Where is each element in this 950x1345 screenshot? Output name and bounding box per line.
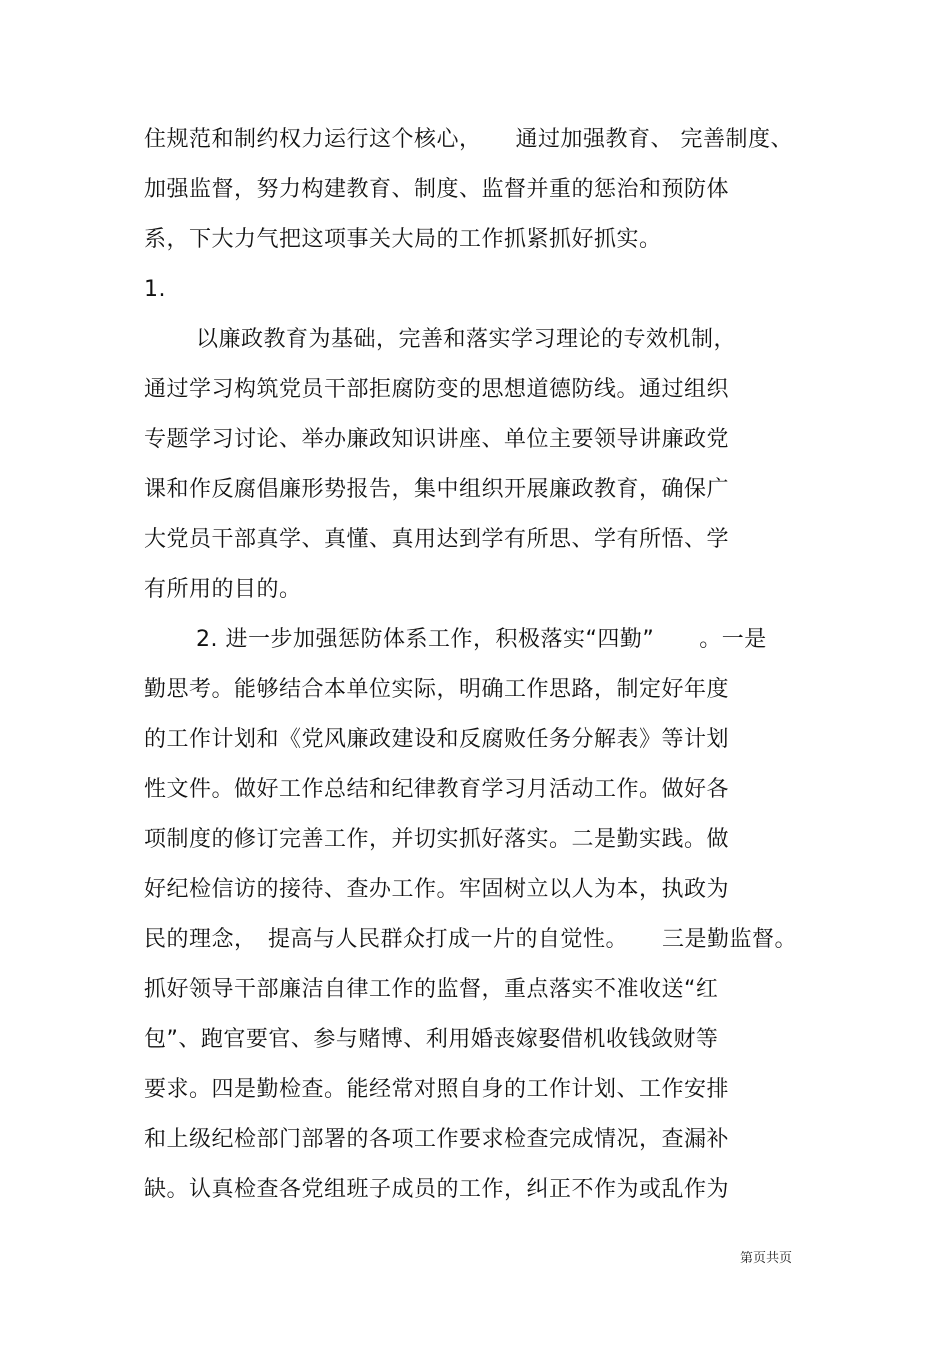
text-line-20: 要求。四是勤检查。能经常对照自身的工作计划、工作安排 <box>144 1077 730 1102</box>
text-line-3: 系，下大力气把这项事关大局的工作抓紧抓好抓实。 <box>144 227 662 252</box>
text-line-11: 2. 进一步加强惩防体系工作，积极落实“四勤” 。一是 <box>196 627 767 652</box>
page-footer: 第页共页 <box>740 1251 793 1266</box>
text-line-13: 的工作计划和《党风廉政建设和反腐败任务分解表》等计划 <box>144 727 730 752</box>
text-line-1: 住规范和制约权力运行这个核心， 通过加强教育、 完善制度、 <box>144 127 793 152</box>
text-line-22: 缺。认真检查各党组班子成员的工作，纠正不作为或乱作为 <box>144 1177 730 1202</box>
text-line-16: 好纪检信访的接待、查办工作。牢固树立以人为本，执政为 <box>144 877 730 902</box>
text-line-17: 民的理念， 提高与人民群众打成一片的自觉性。 三是勤监督。 <box>144 927 798 952</box>
text-line-21: 和上级纪检部门部署的各项工作要求检查完成情况，查漏补 <box>144 1127 730 1152</box>
text-line-12: 勤思考。能够结合本单位实际，明确工作思路，制定好年度 <box>144 677 730 702</box>
text-line-14: 性文件。做好工作总结和纪律教育学习月活动工作。做好各 <box>144 777 730 802</box>
list-number-1: 1. <box>144 277 166 302</box>
text-line-5: 以廉政教育为基础，完善和落实学习理论的专效机制， <box>196 327 737 352</box>
text-line-15: 项制度的修订完善工作，并切实抓好落实。二是勤实践。做 <box>144 827 730 852</box>
text-line-9: 大党员干部真学、真懂、真用达到学有所思、学有所悟、学 <box>144 527 730 552</box>
text-line-19: 包”、跑官要官、参与赌博、利用婚丧嫁娶借机收钱敛财等 <box>144 1027 719 1052</box>
text-line-10: 有所用的目的。 <box>144 577 302 602</box>
text-line-2: 加强监督，努力构建教育、制度、监督并重的惩治和预防体 <box>144 177 730 202</box>
text-line-8: 课和作反腐倡廉形势报告，集中组织开展廉政教育，确保广 <box>144 477 730 502</box>
text-line-6: 通过学习构筑党员干部拒腐防变的思想道德防线。通过组织 <box>144 377 730 402</box>
text-line-7: 专题学习讨论、举办廉政知识讲座、单位主要领导讲廉政党 <box>144 427 730 452</box>
text-line-18: 抓好领导干部廉洁自律工作的监督，重点落实不准收送“红 <box>144 977 719 1002</box>
